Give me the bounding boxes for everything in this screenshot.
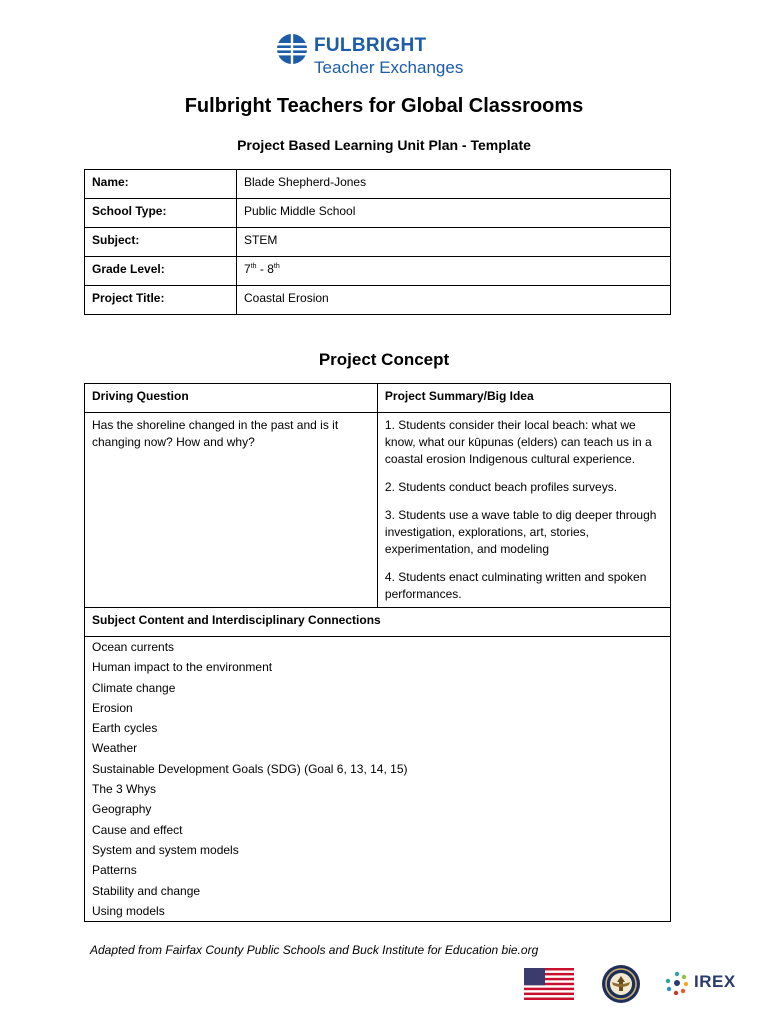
project-title-value: Coastal Erosion	[237, 286, 671, 315]
summary-header: Project Summary/Big Idea	[377, 384, 670, 413]
document-subtitle: Project Based Learning Unit Plan - Template	[237, 137, 531, 153]
list-item: Geography	[92, 802, 152, 817]
table-row	[85, 228, 671, 257]
footer-note: Adapted from Fairfax County Public Schools and Buck Institute for Education bie.org	[90, 943, 539, 957]
table-row	[85, 257, 671, 286]
list-item: Ocean currents	[92, 640, 175, 654]
table-row	[85, 413, 671, 608]
summary-cell	[377, 413, 670, 608]
grade-level-value	[237, 257, 671, 286]
school-type-value: Public Middle School	[237, 199, 671, 228]
summary-item: 4. Students enact culminating written and spoken performances.	[384, 570, 647, 601]
driving-question-cell: Has the shoreline changed in the past and is it changing now? How and why?	[85, 413, 378, 608]
info-table	[84, 169, 671, 315]
row-label: Grade Level:	[85, 257, 237, 286]
irex-logo-icon	[664, 970, 690, 996]
document-title: Fulbright Teachers for Global Classrooms	[184, 95, 584, 117]
table-row	[85, 286, 671, 315]
summary-item: 3. Students use a wave table to dig deeper through investigation, explorations, art, stories, experimentation, and modeling	[384, 508, 657, 556]
table-row	[85, 384, 671, 413]
list-item: Weather	[92, 741, 138, 756]
state-department-seal-icon	[601, 964, 641, 1004]
table-row	[85, 608, 671, 637]
summary-item: 2. Students conduct beach profiles surveys.	[384, 480, 618, 494]
row-label: School Type:	[85, 199, 237, 228]
list-item: Patterns	[92, 863, 137, 878]
grade-start: 7	[244, 262, 251, 276]
driving-question-header: Driving Question	[85, 384, 378, 413]
table-row	[85, 637, 671, 922]
summary-item: 1. Students consider their local beach: what we know, what our kūpunas (elders) can teach us in a coastal erosion Indigenous cultural experience.	[384, 418, 652, 466]
list-item: Cause and effect	[92, 822, 183, 837]
list-item: Climate change	[92, 680, 176, 695]
list-item: Earth cycles	[92, 721, 158, 736]
connections-list	[85, 637, 671, 922]
list-item: Sustainable Development Goals (SDG) (Goal 6, 13, 14, 15)	[92, 761, 408, 776]
fulbright-globe-icon	[276, 33, 308, 65]
table-row	[85, 170, 671, 199]
list-item: Erosion	[92, 700, 133, 715]
list-item: System and system models	[92, 842, 239, 857]
row-label: Subject:	[85, 228, 237, 257]
logo-wordmark: FULBRIGHT	[314, 35, 427, 56]
logo-tagline: Teacher Exchanges	[314, 58, 464, 77]
us-flag-icon	[524, 968, 574, 1000]
grade-start-suffix: th	[250, 263, 257, 270]
grade-end-suffix: th	[273, 263, 280, 270]
list-item: Human impact to the environment	[92, 660, 273, 675]
project-concept-table	[84, 383, 671, 922]
list-item: Using models	[92, 903, 165, 918]
row-label: Name:	[85, 170, 237, 199]
list-item: Stability and change	[92, 883, 201, 898]
grade-end: - 8	[256, 262, 274, 276]
irex-wordmark: IREX	[694, 972, 736, 991]
row-label: Project Title:	[85, 286, 237, 315]
connections-header: Subject Content and Interdisciplinary Connections	[85, 608, 671, 637]
name-value: Blade Shepherd-Jones	[237, 170, 671, 199]
subject-value: STEM	[237, 228, 671, 257]
table-row	[85, 199, 671, 228]
list-item: The 3 Whys	[92, 782, 157, 797]
project-concept-heading: Project Concept	[318, 350, 450, 369]
